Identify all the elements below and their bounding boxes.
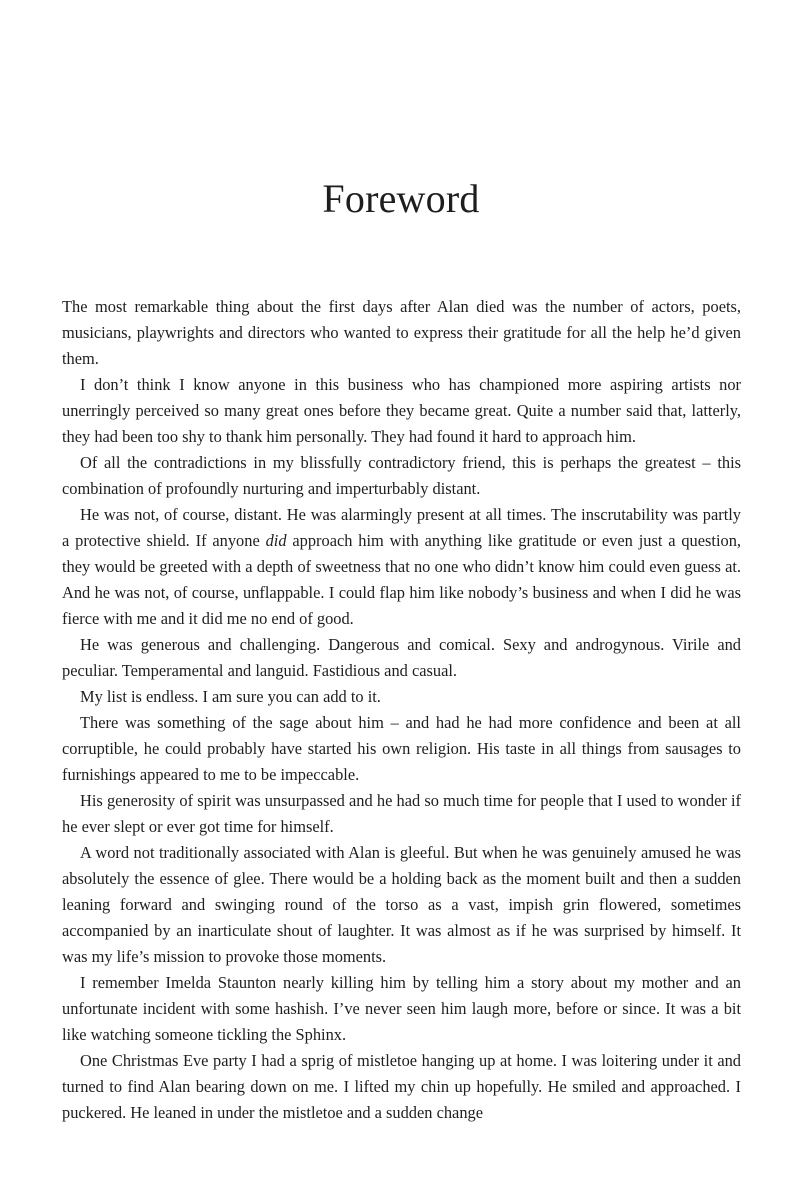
- paragraph-4: [62, 502, 741, 632]
- paragraph-5: He was generous and challenging. Dangerous and comical. Sexy and androgynous. Virile and peculiar. Temperamental and languid. Fastidious and casual.: [62, 635, 741, 680]
- paragraph-2: I don’t think I know anyone in this business who has championed more aspiring artists nor unerringly perceived so many great ones before they became great. Quite a number said that, latterly, they had been too shy to thank him personally. They had found it hard to approach him.: [62, 375, 741, 446]
- paragraph-7: There was something of the sage about him – and had he had more confidence and been at all corruptible, he could probably have started his own religion. His taste in all things from sausages to furnishings appeared to me to be impeccable.: [62, 713, 741, 784]
- paragraph-4-emphasis: did: [265, 531, 287, 550]
- paragraph-3: Of all the contradictions in my blissfully contradictory friend, this is perhaps the greatest – this combination of profoundly nurturing and imperturbably distant.: [62, 453, 741, 498]
- paragraph-4-part-1: He was not, of course, distant. He was alarmingly present at all times. The inscrutability was partly a protective shield. If anyone: [62, 505, 741, 550]
- paragraph-11: One Christmas Eve party I had a sprig of mistletoe hanging up at home. I was loitering under it and turned to find Alan bearing down on me. I lifted my chin up hopefully. He smiled and approached. I puckered. He leaned in under the mistletoe and a sudden change: [62, 1051, 741, 1122]
- paragraph-8: His generosity of spirit was unsurpassed and he had so much time for people that I used to wonder if he ever slept or ever got time for himself.: [62, 791, 741, 836]
- paragraph-9: A word not traditionally associated with Alan is gleeful. But when he was genuinely amused he was absolutely the essence of glee. There would be a holding back as the moment built and then a sudden leaning forward and swinging round of the torso as a vast, impish grin flowered, sometimes accompanied by an inarticulate shout of laughter. It was almost as if he was surprised by himself. It was my life’s mission to provoke those moments.: [62, 843, 741, 966]
- paragraph-4-part-2: approach him with anything like gratitude or even just a question, they would be greeted with a depth of sweetness that no one who didn’t know him could even guess at. And he was not, of course, unflappable. I could flap him like nobody’s business and when I did he was fierce with me and it did me no end of good.: [62, 531, 741, 628]
- paragraph-6: My list is endless. I am sure you can add to it.: [80, 687, 381, 706]
- chapter-title: Foreword: [322, 176, 480, 221]
- paragraph-10: I remember Imelda Staunton nearly killing him by telling him a story about my mother and an unfortunate incident with some hashish. I’ve never seen him laugh more, before or since. It was a bit like watching someone tickling the Sphinx.: [62, 973, 741, 1044]
- body-text: [62, 294, 741, 1126]
- paragraph-1: The most remarkable thing about the first days after Alan died was the number of actors, poets, musicians, playwrights and directors who wanted to express their gratitude for all the help he’d given them.: [62, 297, 741, 368]
